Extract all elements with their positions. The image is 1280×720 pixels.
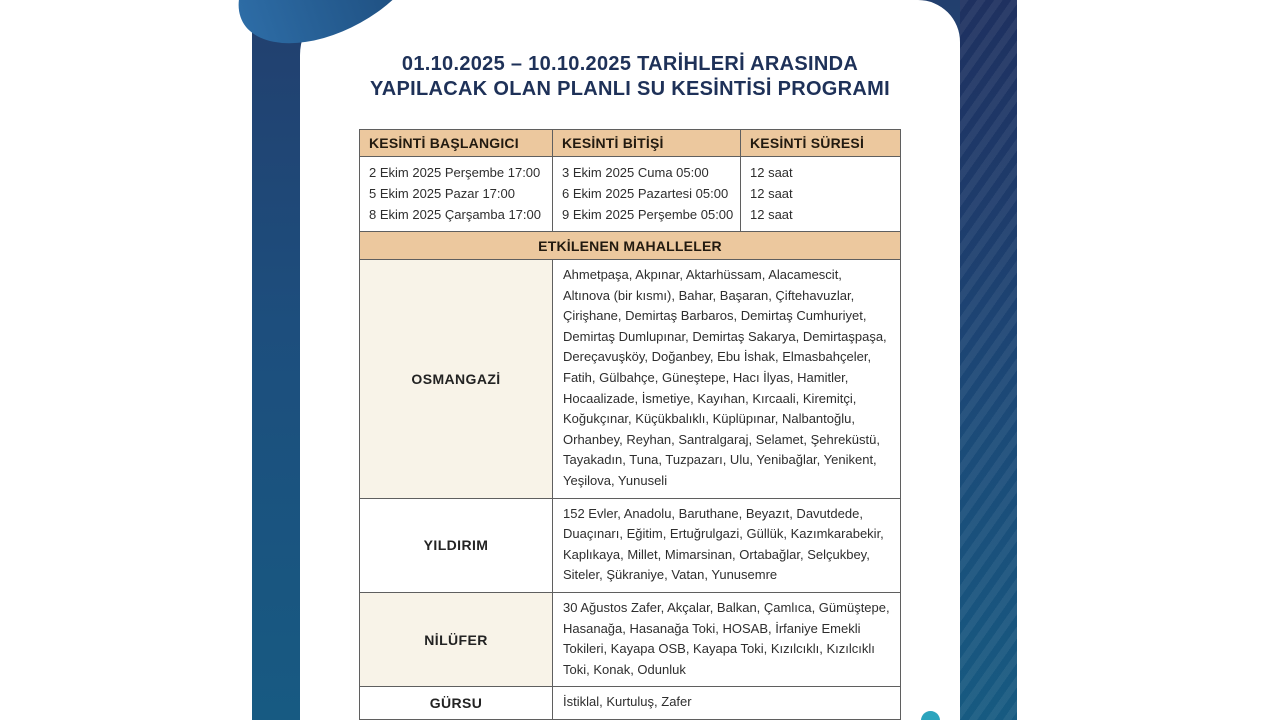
schedule-header-row bbox=[360, 130, 901, 157]
page-title-line2: YAPILACAK OLAN PLANLI SU KESİNTİSİ PROGRAMI bbox=[370, 78, 890, 100]
table-row bbox=[360, 592, 901, 686]
affected-neighborhoods-banner: ETKİLENEN MAHALLELER bbox=[360, 232, 901, 260]
card-content bbox=[300, 0, 960, 720]
page-title bbox=[300, 52, 960, 102]
duration: 12 saat bbox=[750, 207, 793, 222]
district-name-osmangazi: OSMANGAZİ bbox=[360, 260, 553, 499]
end-date: 9 Ekim 2025 Perşembe 05:00 bbox=[562, 207, 734, 222]
duration: 12 saat bbox=[750, 165, 793, 180]
column-header-start: KESİNTİ BAŞLANGICI bbox=[360, 130, 553, 157]
outage-schedule-table bbox=[359, 129, 901, 720]
table-row bbox=[360, 498, 901, 592]
district-name-yildirim: YILDIRIM bbox=[360, 498, 553, 592]
start-date: 2 Ekim 2025 Perşembe 17:00 bbox=[369, 165, 541, 180]
neighborhood-list-osmangazi: Ahmetpaşa, Akpınar, Aktarhüssam, Alacamescit, Altınova (bir kısmı), Bahar, Başaran, Çiftehavuzlar, Çirişhane, Demirtaş Barbaros, Demirtaş Cumhuriyet, Demirtaş Dumlupınar, Demirtaş Sakarya, Demirtaşpaşa, Dereçavuşköy, Doğanbey, Ebu İshak, Elmasbahçeler, Fatih, Gülbahçe, Güneştepe, Hacı İlyas, Hamitler, Hocaalizade, İsmetiye, Kayıhan, Kırcaali, Kiremitçi, Koğukçınar, Küçükbalıklı, Küplüpınar, Nalbantoğlu, Orhanbey, Reyhan, Santralgaraj, Selamet, Şehreküstü, Tayakadın, Tuna, Tuzpazarı, Ulu, Yenibağlar, Yenikent, Yeşilova, Yunuseli bbox=[553, 260, 901, 499]
affected-header-row bbox=[360, 232, 901, 260]
duration: 12 saat bbox=[750, 186, 793, 201]
district-name-nilufer: NİLÜFER bbox=[360, 592, 553, 686]
schedule-dates-row bbox=[360, 157, 901, 232]
white-card bbox=[300, 0, 960, 720]
neighborhood-list-nilufer: 30 Ağustos Zafer, Akçalar, Balkan, Çamlıca, Gümüştepe, Hasanağa, Hasanağa Toki, HOSAB, İrfaniye Emekli Tokileri, Kayapa OSB, Kayapa Toki, Kızılcıklı, Kızılcıklı Toki, Konak, Odunluk bbox=[553, 592, 901, 686]
neighborhood-list-yildirim: 152 Evler, Anadolu, Baruthane, Beyazıt, Davutdede, Duaçınarı, Eğitim, Ertuğrulgazi, Güllük, Kazımkarabekir, Kaplıkaya, Millet, Mimarsinan, Ortabağlar, Selçukbey, Siteler, Şükraniye, Vatan, Yunusemre bbox=[553, 498, 901, 592]
durations-cell bbox=[741, 157, 901, 232]
neighborhood-list-gursu: İstiklal, Kurtuluş, Zafer bbox=[553, 687, 901, 720]
district-name-gursu: GÜRSU bbox=[360, 687, 553, 720]
start-date: 5 Ekim 2025 Pazar 17:00 bbox=[369, 186, 515, 201]
end-date: 6 Ekim 2025 Pazartesi 05:00 bbox=[562, 186, 729, 201]
table-row bbox=[360, 260, 901, 499]
end-dates-cell bbox=[553, 157, 741, 232]
end-date: 3 Ekim 2025 Cuma 05:00 bbox=[562, 165, 709, 180]
page-title-line1: 01.10.2025 – 10.10.2025 TARİHLERİ ARASINDA bbox=[401, 53, 859, 75]
table-row bbox=[360, 687, 901, 720]
column-header-duration: KESİNTİ SÜRESİ bbox=[741, 130, 901, 157]
column-header-end: KESİNTİ BİTİŞİ bbox=[553, 130, 741, 157]
start-dates-cell bbox=[360, 157, 553, 232]
start-date: 8 Ekim 2025 Çarşamba 17:00 bbox=[369, 207, 541, 222]
